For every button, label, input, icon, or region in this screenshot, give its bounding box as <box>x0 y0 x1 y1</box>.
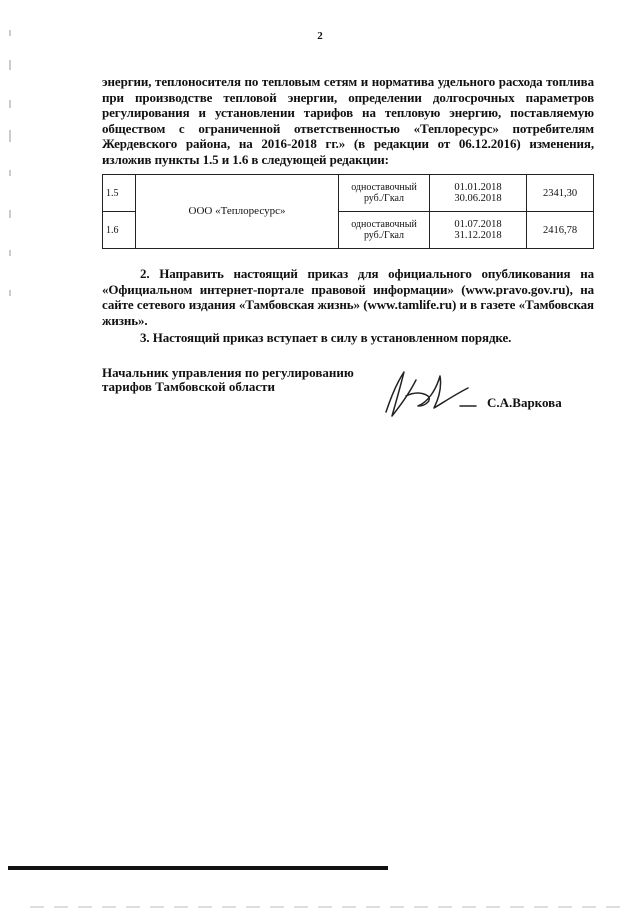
unit-cell: одноставочный руб./Гкал <box>339 175 430 212</box>
paragraph-3: 3. Настоящий приказ вступает в силу в установленном порядке. <box>140 330 512 345</box>
value-cell: 2341,30 <box>527 175 594 212</box>
organization-cell: ООО «Теплоресурс» <box>136 175 339 249</box>
unit-cell: одноставочный руб./Гкал <box>339 212 430 249</box>
period-cell: 01.07.2018 31.12.2018 <box>430 212 527 249</box>
handwritten-signature <box>376 362 486 427</box>
margin-marks <box>6 30 14 330</box>
signatory-title-line-2: тарифов Тамбовской области <box>102 379 276 394</box>
signatory-title-line-1: Начальник управления по регулированию <box>102 365 354 380</box>
scan-edge-dots <box>0 896 640 900</box>
paragraph-1: энергии, теплоносителя по тепловым сетям и норматива удельного расхода топлива при производстве тепловой энергии, определении долгосрочных параметров регулирования и установлении тарифов на тепловую энергию, поставляемую обществом с ограниченной ответственностью «Теплоресурс» потребителям Жердевского района, на 2016-2018 гг.» (в редакции от 06.12.2016) изменения, изложив пункты 1.5 и 1.6 в следующей редакции: <box>102 74 594 167</box>
signatory-title <box>102 366 354 394</box>
page-number: 2 <box>317 30 323 42</box>
row-number: 1.5 <box>103 175 136 212</box>
scan-edge-bar <box>8 866 388 870</box>
value-cell: 2416,78 <box>527 212 594 249</box>
table-row <box>103 175 594 212</box>
row-number: 1.6 <box>103 212 136 249</box>
period-cell: 01.01.2018 30.06.2018 <box>430 175 527 212</box>
signatory-name: С.А.Варкова <box>487 395 562 410</box>
paragraph-2: 2. Направить настоящий приказ для официального опубликования на «Официальном интернет-портале правовой информации» (www.pravo.gov.ru), на сайте сетевого издания «Тамбовская жизнь» (www.tamlife.ru) и в газете «Тамбовская жизнь». <box>102 266 594 328</box>
tariff-table <box>102 174 594 249</box>
